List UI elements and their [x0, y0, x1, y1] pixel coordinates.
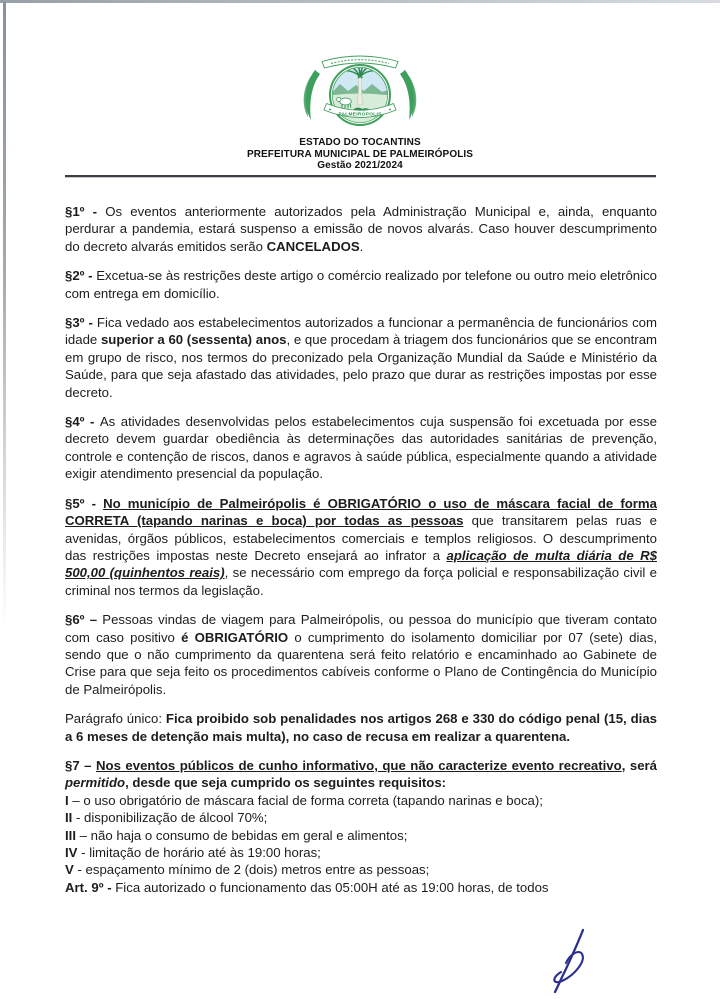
- requirement-1: I – o uso obrigatório de máscara facial de forma correta (tapando narinas e boca);: [65, 792, 543, 808]
- clause-3: §3º - Fica vedado aos estabelecimentos autorizados a funcionar a permanência de funcionários com idade superior a 60 (sessenta) anos, e que procedam à triagem dos funcionários que se encontram em grupo de risco, nos termos do preconizado pela Organização Mundial da Saúde e Ministério da Saúde, para que seja afastado das atividades, pelo prazo que durar as restrições impostas por esse decreto.: [65, 315, 658, 400]
- municipal-crest-icon: [298, 49, 422, 134]
- clause-2: §2º - Excetua-se às restrições deste artigo o comércio realizado por telefone ou outro meio eletrônico com entrega em domicílio.: [65, 268, 657, 301]
- requirement-4: IV - limitação de horário até às 19:00 horas;: [65, 845, 321, 860]
- crest-banner-text: PALMEIRÓPOLIS: [338, 112, 382, 118]
- side-frond-left-icon: [304, 70, 320, 120]
- letterhead: [0, 137, 720, 172]
- side-frond-right-icon: [400, 70, 416, 120]
- header-divider: [65, 175, 656, 177]
- clause-7-heading: §7 – Nos eventos públicos de cunho informativo, que não caracterize evento recreativo, será permitido, desde que seja cumprido os seguintes requisitos:: [65, 757, 658, 791]
- document-body: [65, 196, 657, 896]
- letterhead-state: ESTADO DO TOCANTINS: [299, 137, 421, 148]
- scan-edge-left: [3, 2, 6, 682]
- clause-5: §5º - No município de Palmeirópolis é OBRIGATÓRIO o uso de máscara facial de forma CORRETA (tapando narinas e boca) por todas as pessoas que transitarem pelas ruas e avenidas, órgãos públicos, estabelecimentos comerciais e templos religiosos. O descumprimento das restrições impostas neste Decreto ensejará ao infrator a aplicação de multa diária de R$ 500,00 (quinhentos reais), se necessário com emprego da força policial e responsabilização civil e criminal nos termos da legislação.: [65, 495, 658, 598]
- clause-1: §1º - Os eventos anteriormente autorizados pela Administração Municipal e, ainda, enquanto perdurar a pandemia, estará suspenso a emissão de novos alvarás. Caso houver descumprimento do decreto alvarás emitidos serão CANCELADOS.: [65, 204, 657, 254]
- requirement-3: III – não haja o consumo de bebidas em geral e alimentos;: [65, 827, 408, 843]
- signature-mark: [534, 926, 606, 996]
- letterhead-org: PREFEITURA MUNICIPAL DE PALMEIRÓPOLIS: [246, 148, 474, 160]
- clause-6: §6º – Pessoas vindas de viagem para Palmeirópolis, ou pessoa do município que tiveram contato com caso positivo é OBRIGATÓRIO o cumprimento do isolamento domiciliar por 07 (sete) dias, sendo que o não cumprimento da quarentena será feito relatório e encaminhado ao Gabinete de Crise para que seja feito os procedimentos cabíveis conforme o Plano de Contingência do Município de Palmeirópolis.: [65, 612, 658, 697]
- sole-paragraph: Parágrafo único: Fica proibido sob penalidades nos artigos 268 e 330 do código penal (15, dias a 6 meses de detenção mais multa), no caso de recusa em realizar a quarentena.: [65, 711, 657, 744]
- requirement-5: V - espaçamento mínimo de 2 (dois) metros entre as pessoas;: [65, 862, 430, 878]
- article-9: Art. 9º - Fica autorizado o funcionamento das 05:00H até as 19:00 horas, de todos: [65, 879, 549, 895]
- letterhead-term: Gestão 2021/2024: [317, 160, 403, 171]
- requirement-2: II - disponibilização de álcool 70%;: [65, 810, 268, 826]
- scan-edge-top: [0, 0, 720, 3]
- clause-4: §4º - As atividades desenvolvidas pelos estabelecimentos cuja suspensão foi excetuada por esse decreto devem guardar obediência às determinações das autoridades sanitárias de prevenção, controle e contenção de riscos, danos e agravos à saúde pública, especialmente quando a atividade exigir atendimento presencial da população.: [65, 414, 657, 482]
